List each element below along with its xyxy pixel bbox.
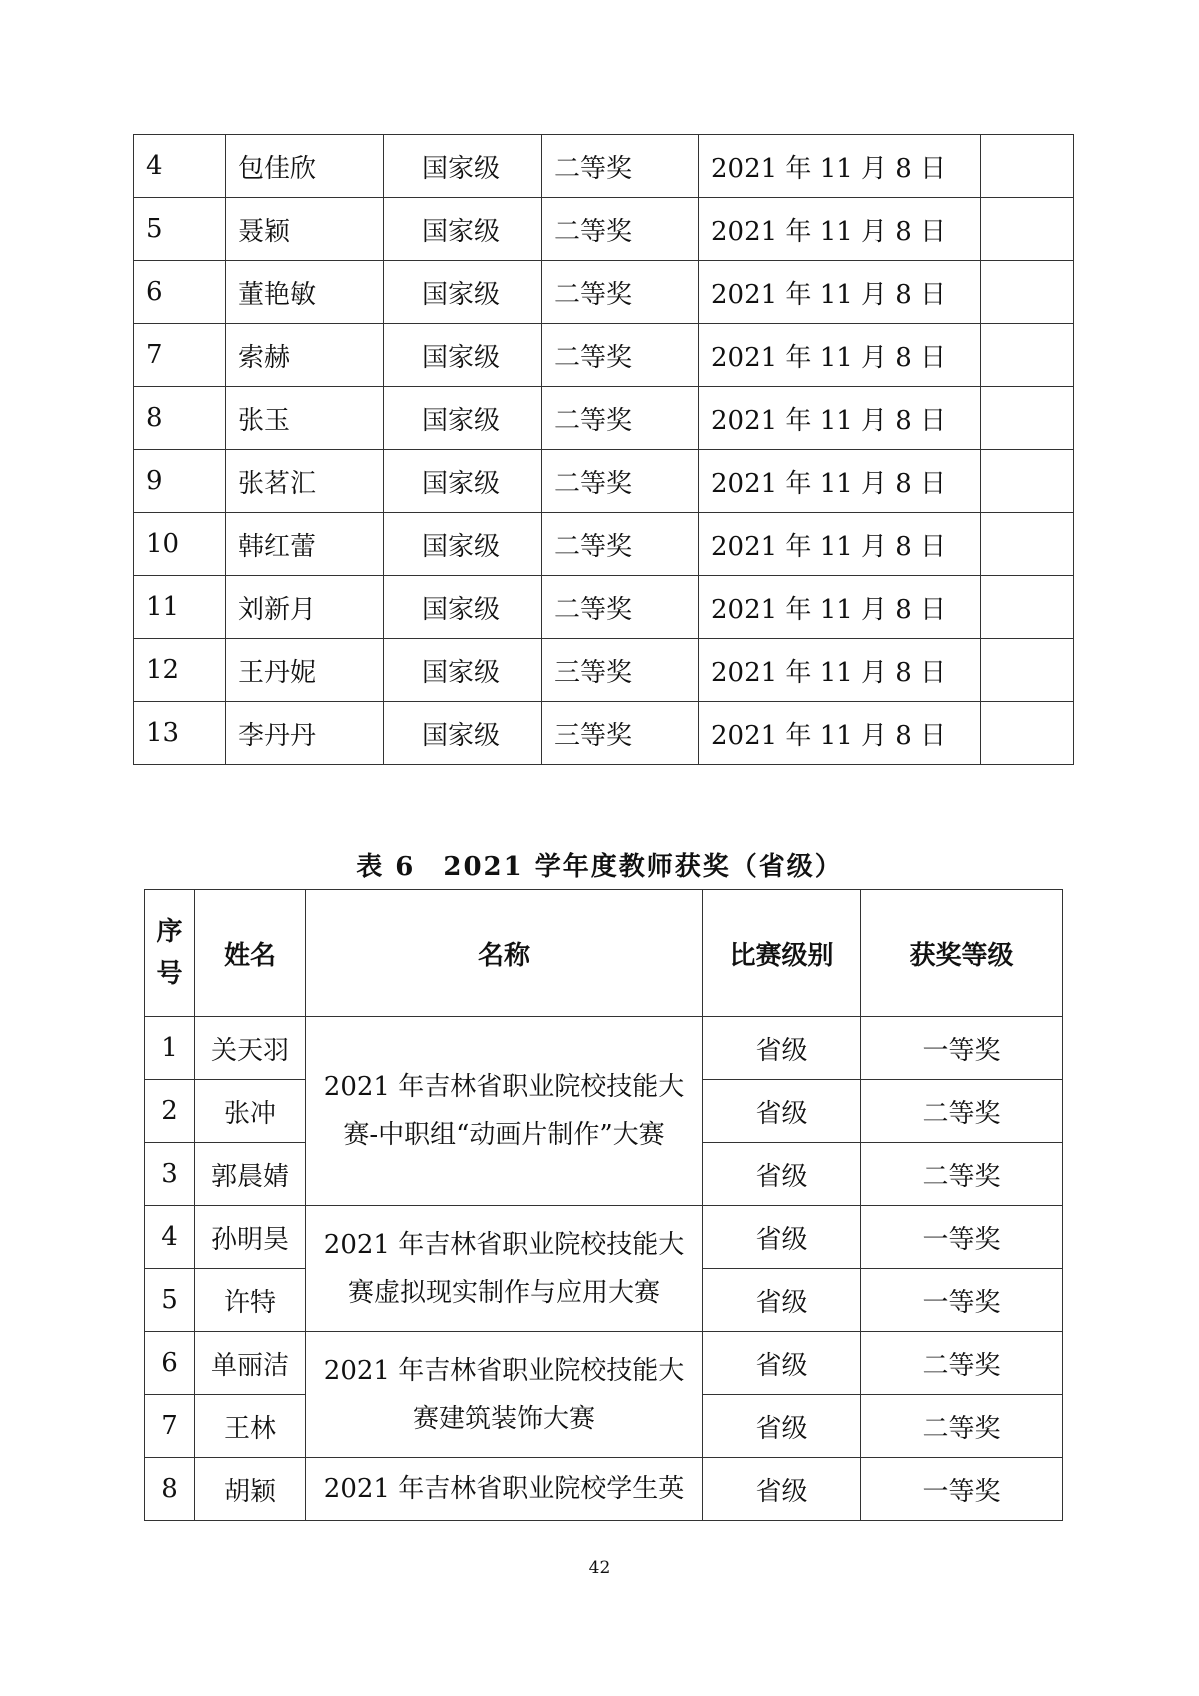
table-row — [134, 450, 1074, 513]
cell-idx: 13 — [134, 702, 226, 765]
cell-name: 许特 — [195, 1269, 306, 1332]
table-row — [134, 639, 1074, 702]
table-row — [145, 1458, 1063, 1521]
cell-competition: 2021 年吉林省职业院校技能大赛建筑装饰大赛 — [306, 1332, 703, 1458]
header-level: 比赛级别 — [703, 890, 861, 1017]
cell-idx: 3 — [145, 1143, 195, 1206]
header-name: 姓名 — [195, 890, 306, 1017]
cell-level: 省级 — [703, 1080, 861, 1143]
table6-title-prefix: 表 6 — [356, 852, 416, 882]
cell-note — [981, 702, 1074, 765]
cell-note — [981, 576, 1074, 639]
cell-award: 二等奖 — [542, 324, 699, 387]
cell-level: 省级 — [703, 1269, 861, 1332]
cell-award: 二等奖 — [542, 261, 699, 324]
cell-award: 二等奖 — [542, 450, 699, 513]
cell-level: 国家级 — [384, 135, 542, 198]
cell-level: 国家级 — [384, 450, 542, 513]
table-row — [134, 576, 1074, 639]
cell-level: 国家级 — [384, 261, 542, 324]
cell-level: 省级 — [703, 1332, 861, 1395]
cell-idx: 6 — [134, 261, 226, 324]
cell-award: 一等奖 — [861, 1458, 1063, 1521]
cell-level: 国家级 — [384, 387, 542, 450]
table-row — [145, 1017, 1063, 1080]
cell-competition: 2021 年吉林省职业院校技能大赛-中职组“动画片制作”大赛 — [306, 1017, 703, 1206]
cell-date: 2021 年 11 月 8 日 — [699, 135, 981, 198]
cell-name: 单丽洁 — [195, 1332, 306, 1395]
cell-date: 2021 年 11 月 8 日 — [699, 702, 981, 765]
cell-award: 二等奖 — [542, 576, 699, 639]
cell-name: 郭晨婧 — [195, 1143, 306, 1206]
cell-date: 2021 年 11 月 8 日 — [699, 450, 981, 513]
cell-note — [981, 135, 1074, 198]
header-competition: 名称 — [306, 890, 703, 1017]
cell-name: 张玉 — [226, 387, 384, 450]
cell-award: 一等奖 — [861, 1206, 1063, 1269]
cell-name: 胡颖 — [195, 1458, 306, 1521]
cell-name: 韩红蕾 — [226, 513, 384, 576]
cell-note — [981, 387, 1074, 450]
cell-level: 省级 — [703, 1206, 861, 1269]
table-row — [134, 324, 1074, 387]
cell-level: 国家级 — [384, 513, 542, 576]
cell-level: 省级 — [703, 1017, 861, 1080]
cell-award: 二等奖 — [861, 1080, 1063, 1143]
cell-level: 国家级 — [384, 576, 542, 639]
cell-award: 一等奖 — [861, 1269, 1063, 1332]
cell-name: 王丹妮 — [226, 639, 384, 702]
cell-award: 二等奖 — [542, 198, 699, 261]
table6-title — [0, 846, 1199, 883]
cell-level: 国家级 — [384, 198, 542, 261]
cell-date: 2021 年 11 月 8 日 — [699, 387, 981, 450]
table-row — [145, 1332, 1063, 1395]
cell-note — [981, 198, 1074, 261]
cell-note — [981, 261, 1074, 324]
cell-note — [981, 450, 1074, 513]
cell-idx: 11 — [134, 576, 226, 639]
cell-award: 二等奖 — [861, 1332, 1063, 1395]
cell-name: 包佳欣 — [226, 135, 384, 198]
cell-idx: 7 — [145, 1395, 195, 1458]
header-award: 获奖等级 — [861, 890, 1063, 1017]
cell-name: 孙明昊 — [195, 1206, 306, 1269]
cell-level: 国家级 — [384, 324, 542, 387]
cell-competition: 2021 年吉林省职业院校学生英 — [306, 1458, 703, 1521]
table-row — [134, 387, 1074, 450]
cell-award: 二等奖 — [861, 1395, 1063, 1458]
table6-header-row — [145, 890, 1063, 1017]
national-awards-body — [134, 135, 1074, 765]
cell-date: 2021 年 11 月 8 日 — [699, 639, 981, 702]
cell-award: 二等奖 — [861, 1143, 1063, 1206]
cell-idx: 9 — [134, 450, 226, 513]
cell-name: 王林 — [195, 1395, 306, 1458]
cell-award: 二等奖 — [542, 387, 699, 450]
cell-date: 2021 年 11 月 8 日 — [699, 513, 981, 576]
cell-idx: 5 — [145, 1269, 195, 1332]
provincial-awards-table — [144, 889, 1063, 1521]
cell-level: 省级 — [703, 1143, 861, 1206]
cell-idx: 6 — [145, 1332, 195, 1395]
cell-date: 2021 年 11 月 8 日 — [699, 198, 981, 261]
cell-name: 张冲 — [195, 1080, 306, 1143]
cell-name: 关天羽 — [195, 1017, 306, 1080]
cell-level: 省级 — [703, 1458, 861, 1521]
table-row — [134, 513, 1074, 576]
cell-name: 刘新月 — [226, 576, 384, 639]
cell-date: 2021 年 11 月 8 日 — [699, 261, 981, 324]
cell-name: 聂颖 — [226, 198, 384, 261]
cell-award: 二等奖 — [542, 513, 699, 576]
cell-date: 2021 年 11 月 8 日 — [699, 324, 981, 387]
cell-name: 索赫 — [226, 324, 384, 387]
cell-award: 三等奖 — [542, 639, 699, 702]
cell-note — [981, 639, 1074, 702]
cell-note — [981, 324, 1074, 387]
cell-idx: 10 — [134, 513, 226, 576]
cell-idx: 2 — [145, 1080, 195, 1143]
cell-idx: 12 — [134, 639, 226, 702]
cell-idx: 8 — [145, 1458, 195, 1521]
cell-award: 一等奖 — [861, 1017, 1063, 1080]
table-row — [134, 198, 1074, 261]
cell-name: 张茗汇 — [226, 450, 384, 513]
cell-name: 董艳敏 — [226, 261, 384, 324]
table-row — [134, 135, 1074, 198]
cell-idx: 5 — [134, 198, 226, 261]
cell-date: 2021 年 11 月 8 日 — [699, 576, 981, 639]
table-row — [134, 702, 1074, 765]
cell-level: 国家级 — [384, 639, 542, 702]
cell-note — [981, 513, 1074, 576]
cell-award: 二等奖 — [542, 135, 699, 198]
table6-title-text: 2021 学年度教师获奖（省级） — [443, 852, 843, 882]
cell-award: 三等奖 — [542, 702, 699, 765]
table-row — [134, 261, 1074, 324]
cell-name: 李丹丹 — [226, 702, 384, 765]
cell-level: 国家级 — [384, 702, 542, 765]
cell-level: 省级 — [703, 1395, 861, 1458]
header-idx: 序 号 — [145, 890, 195, 1017]
table-row — [145, 1206, 1063, 1269]
cell-idx: 8 — [134, 387, 226, 450]
page-number: 42 — [588, 1558, 611, 1578]
cell-idx: 7 — [134, 324, 226, 387]
cell-idx: 1 — [145, 1017, 195, 1080]
cell-idx: 4 — [134, 135, 226, 198]
national-awards-table — [133, 134, 1074, 765]
cell-idx: 4 — [145, 1206, 195, 1269]
cell-competition: 2021 年吉林省职业院校技能大赛虚拟现实制作与应用大赛 — [306, 1206, 703, 1332]
